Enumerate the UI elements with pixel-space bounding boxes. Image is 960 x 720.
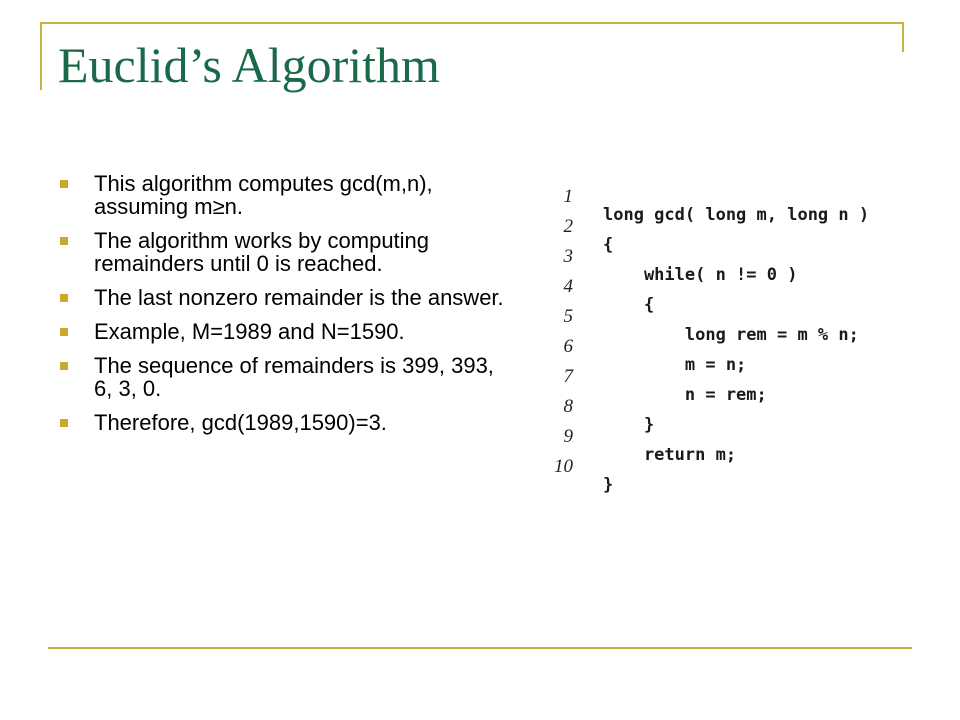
- code-line: [545, 434, 905, 495]
- line-code: return m;: [603, 445, 737, 465]
- code-line: [545, 404, 905, 465]
- line-code: }: [603, 475, 614, 495]
- line-number: 9: [563, 426, 573, 447]
- bullet-item: [58, 354, 518, 400]
- bullet-list: [58, 172, 518, 445]
- code-line: [545, 194, 905, 255]
- bottom-rule: [48, 647, 912, 649]
- bullet-text: This algorithm computes gcd(m,n), assuming m≥n.: [94, 171, 433, 219]
- square-bullet-icon: [60, 419, 68, 427]
- bullet-text: Example, M=1989 and N=1590.: [94, 319, 405, 344]
- bullet-item: [58, 320, 518, 343]
- right-rule: [902, 22, 904, 52]
- line-code: long gcd( long m, long n ): [603, 205, 870, 225]
- line-number: 7: [563, 366, 573, 387]
- bullet-text: Therefore, gcd(1989,1590)=3.: [94, 410, 387, 435]
- line-number: 3: [563, 246, 573, 267]
- line-code: n = rem;: [603, 385, 767, 405]
- code-line: [545, 224, 905, 285]
- line-code: m = n;: [603, 355, 747, 375]
- code-listing: [545, 164, 905, 495]
- top-rule: [40, 22, 904, 24]
- line-code: }: [603, 415, 655, 435]
- bullet-text: The sequence of remainders is 399, 393, 6, 3, 0.: [94, 353, 494, 401]
- code-line: [545, 314, 905, 375]
- square-bullet-icon: [60, 328, 68, 336]
- code-line: [545, 374, 905, 435]
- line-number: 2: [563, 216, 573, 237]
- code-line: [545, 344, 905, 405]
- line-number: 8: [563, 396, 573, 417]
- square-bullet-icon: [60, 237, 68, 245]
- left-rule: [40, 22, 42, 90]
- bullet-text: The algorithm works by computing remainders until 0 is reached.: [94, 228, 430, 276]
- bullet-item: [58, 229, 518, 275]
- bullet-text: The last nonzero remainder is the answer.: [94, 285, 504, 310]
- slide-title: Euclid’s Algorithm: [58, 37, 440, 93]
- code-line: [545, 284, 905, 345]
- line-number: 6: [563, 336, 573, 357]
- line-code: while( n != 0 ): [603, 265, 798, 285]
- bullet-item: [58, 411, 518, 434]
- bullet-item: [58, 172, 518, 218]
- square-bullet-icon: [60, 362, 68, 370]
- line-number: 1: [563, 186, 573, 207]
- square-bullet-icon: [60, 180, 68, 188]
- line-code: {: [603, 295, 655, 315]
- line-number: 5: [563, 306, 573, 327]
- code-line: [545, 164, 905, 225]
- line-number: 10: [554, 456, 573, 477]
- square-bullet-icon: [60, 294, 68, 302]
- bullet-item: [58, 286, 518, 309]
- line-code: long rem = m % n;: [603, 325, 859, 345]
- line-number: 4: [563, 276, 573, 297]
- line-code: {: [603, 235, 614, 255]
- code-line: [545, 254, 905, 315]
